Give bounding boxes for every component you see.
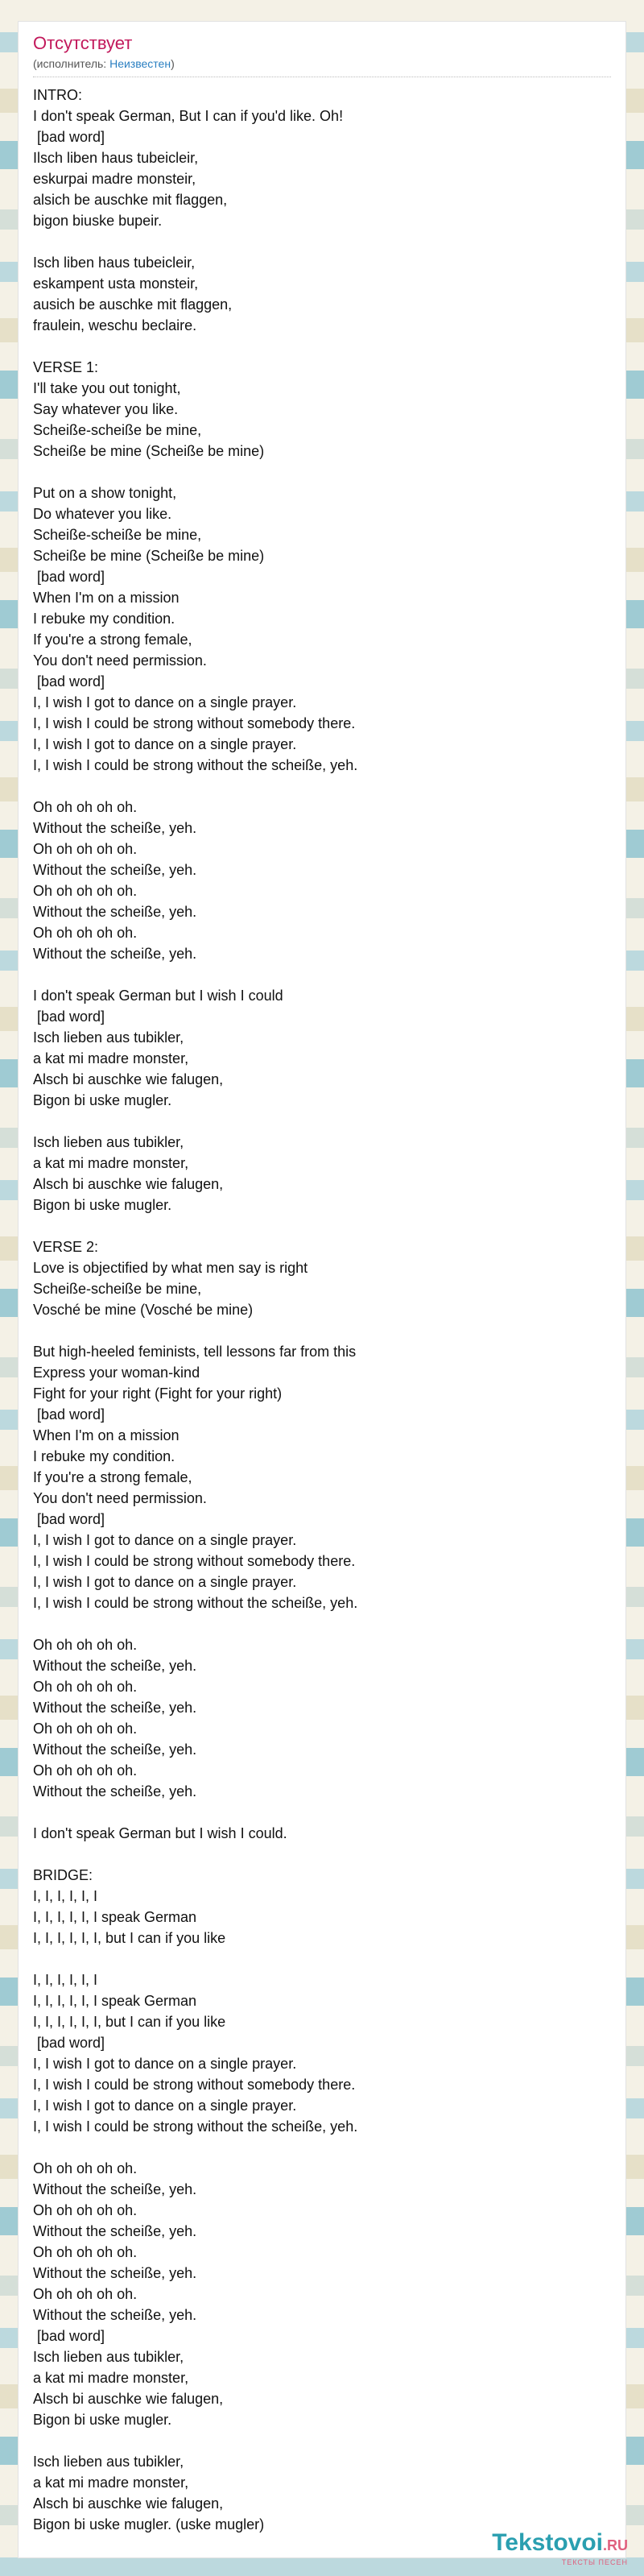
lyric-line: [bad word]: [33, 2035, 105, 2051]
lyric-line: Say whatever you like.: [33, 401, 179, 417]
lyric-line: Without the scheiße, yeh.: [33, 1741, 197, 1758]
logo-name: Tekstovoi: [492, 2529, 603, 2556]
lyric-line: Put on a show tonight,: [33, 485, 177, 501]
lyric-line: [33, 1949, 611, 1969]
lyric-line: Alsch bi auschke wie falugen,: [33, 2391, 224, 2407]
lyric-line: Without the scheiße, yeh.: [33, 1783, 197, 1799]
lyric-line: Bigon bi uske mugler. (uske mugler): [33, 2516, 265, 2533]
lyric-line: I, I, I, I, I, I: [33, 1888, 98, 1904]
site-logo[interactable]: [492, 2530, 628, 2566]
lyric-line: I, I wish I could be strong without somebody there.: [33, 715, 356, 731]
lyric-line: Oh oh oh oh oh.: [33, 1762, 138, 1779]
lyric-line: Oh oh oh oh oh.: [33, 2244, 138, 2260]
lyric-line: [bad word]: [33, 2328, 105, 2344]
lyric-line: Isch lieben aus tubikler,: [33, 1029, 184, 1046]
lyric-line: [33, 2430, 611, 2451]
lyric-line: Vosché be mine (Vosché be mine): [33, 1302, 254, 1318]
lyric-line: Ilsch liben haus tubeicleir,: [33, 150, 199, 166]
lyric-line: [33, 776, 611, 797]
lyric-line: I'll take you out tonight,: [33, 380, 181, 396]
lyric-line: alsich be auschke mit flaggen,: [33, 192, 228, 208]
lyric-line: VERSE 1:: [33, 359, 99, 375]
lyric-line: [33, 1216, 611, 1236]
lyric-line: [33, 1802, 611, 1823]
lyric-line: Isch liben haus tubeicleir,: [33, 255, 196, 271]
logo-tagline: ТЕКСТЫ ПЕСЕН: [561, 2558, 628, 2566]
lyric-line: I, I wish I got to dance on a single prayer.: [33, 1574, 297, 1590]
lyric-line: Oh oh oh oh oh.: [33, 2202, 138, 2218]
artist-link[interactable]: Неизвестен: [109, 57, 171, 70]
lyric-line: Without the scheiße, yeh.: [33, 2223, 197, 2239]
lyric-line: I, I wish I got to dance on a single prayer.: [33, 2056, 297, 2072]
lyric-line: Oh oh oh oh oh.: [33, 925, 138, 941]
lyric-line: Alsch bi auschke wie falugen,: [33, 1176, 224, 1192]
lyric-line: I rebuke my condition.: [33, 611, 175, 627]
lyric-line: Without the scheiße, yeh.: [33, 2265, 197, 2281]
lyric-line: Isch lieben aus tubikler,: [33, 2349, 184, 2365]
artist-prefix: (исполнитель:: [33, 57, 110, 70]
lyric-line: Without the scheiße, yeh.: [33, 2181, 197, 2197]
lyric-line: Fight for your right (Fight for your right): [33, 1385, 283, 1402]
lyric-line: I don't speak German but I wish I could: [33, 988, 283, 1004]
lyric-line: Love is objectified by what men say is right: [33, 1260, 308, 1276]
lyric-line: Scheiße be mine (Scheiße be mine): [33, 443, 265, 459]
lyric-line: a kat mi madre monster,: [33, 1050, 189, 1066]
lyric-line: [33, 1613, 611, 1634]
lyric-line: I, I wish I got to dance on a single prayer.: [33, 694, 297, 710]
lyric-line: I, I, I, I, I, I, but I can if you like: [33, 2014, 226, 2030]
lyric-line: Alsch bi auschke wie falugen,: [33, 2495, 224, 2512]
lyric-line: eskurpai madre monsteir,: [33, 171, 196, 187]
lyric-line: Scheiße-scheiße be mine,: [33, 422, 202, 438]
lyric-line: Oh oh oh oh oh.: [33, 799, 138, 815]
lyric-line: When I'm on a mission: [33, 590, 180, 606]
logo-wordmark: [492, 2530, 628, 2558]
lyric-line: I, I wish I got to dance on a single prayer.: [33, 736, 297, 752]
lyric-line: I, I wish I could be strong without somebody there.: [33, 1553, 356, 1569]
song-title: Отсутствует: [33, 33, 133, 53]
lyric-line: Without the scheiße, yeh.: [33, 2307, 197, 2323]
lyric-line: Oh oh oh oh oh.: [33, 1721, 138, 1737]
lyric-line: Without the scheiße, yeh.: [33, 1700, 197, 1716]
lyric-line: [33, 336, 611, 357]
lyric-line: BRIDGE:: [33, 1867, 93, 1883]
lyric-line: I don't speak German but I wish I could.: [33, 1825, 287, 1841]
lyric-line: I, I, I, I, I, I speak German: [33, 1909, 197, 1925]
lyric-line: I, I wish I could be strong without the scheiße, yeh.: [33, 757, 358, 773]
lyric-line: [bad word]: [33, 569, 105, 585]
lyric-line: I, I, I, I, I, I, but I can if you like: [33, 1930, 226, 1946]
lyric-line: Scheiße be mine (Scheiße be mine): [33, 548, 265, 564]
lyric-line: Oh oh oh oh oh.: [33, 1679, 138, 1695]
lyric-line: [bad word]: [33, 1511, 105, 1527]
lyric-line: I, I wish I could be strong without the scheiße, yeh.: [33, 2118, 358, 2135]
lyric-line: Oh oh oh oh oh.: [33, 1637, 138, 1653]
lyric-line: Express your woman-kind: [33, 1365, 200, 1381]
lyric-line: a kat mi madre monster,: [33, 2475, 189, 2491]
lyric-line: Oh oh oh oh oh.: [33, 841, 138, 857]
lyric-line: Oh oh oh oh oh.: [33, 2286, 138, 2302]
lyric-line: You don't need permission.: [33, 1490, 207, 1506]
artist-suffix: ): [171, 57, 175, 70]
lyric-line: Without the scheiße, yeh.: [33, 862, 197, 878]
lyric-line: Bigon bi uske mugler.: [33, 1092, 172, 1108]
lyric-line: Isch lieben aus tubikler,: [33, 2454, 184, 2470]
lyric-line: But high-heeled feminists, tell lessons far from this: [33, 1344, 357, 1360]
lyric-line: I, I wish I could be strong without the scheiße, yeh.: [33, 1595, 358, 1611]
lyrics-text: [33, 85, 611, 2535]
lyric-line: I rebuke my condition.: [33, 1448, 175, 1464]
lyric-line: bigon biuske bupeir.: [33, 213, 163, 229]
lyric-line: eskampent usta monsteir,: [33, 275, 199, 292]
lyric-line: [bad word]: [33, 129, 105, 145]
lyric-line: I, I, I, I, I, I speak German: [33, 1993, 197, 2009]
lyrics-card: [18, 21, 626, 2558]
lyric-line: Without the scheiße, yeh.: [33, 904, 197, 920]
lyric-line: Do whatever you like.: [33, 506, 172, 522]
lyric-line: ausich be auschke mit flaggen,: [33, 296, 233, 313]
lyric-line: [bad word]: [33, 673, 105, 690]
lyric-line: Oh oh oh oh oh.: [33, 2160, 138, 2176]
lyric-line: Alsch bi auschke wie falugen,: [33, 1071, 224, 1087]
lyric-line: You don't need permission.: [33, 652, 207, 669]
lyric-line: a kat mi madre monster,: [33, 2370, 189, 2386]
lyric-line: Oh oh oh oh oh.: [33, 883, 138, 899]
lyric-line: Scheiße-scheiße be mine,: [33, 1281, 202, 1297]
lyric-line: Bigon bi uske mugler.: [33, 2412, 172, 2428]
lyric-line: INTRO:: [33, 87, 82, 103]
lyric-line: a kat mi madre monster,: [33, 1155, 189, 1171]
lyric-line: I, I wish I got to dance on a single prayer.: [33, 1532, 297, 1548]
lyric-line: If you're a strong female,: [33, 632, 192, 648]
lyric-line: [33, 462, 611, 482]
lyric-line: [33, 1844, 611, 1865]
lyric-line: [bad word]: [33, 1008, 105, 1025]
lyric-line: VERSE 2:: [33, 1239, 99, 1255]
lyric-line: Without the scheiße, yeh.: [33, 820, 197, 836]
lyric-line: [33, 964, 611, 985]
lyric-line: I, I wish I could be strong without somebody there.: [33, 2077, 356, 2093]
lyric-line: Scheiße-scheiße be mine,: [33, 527, 202, 543]
lyric-line: fraulein, weschu beclaire.: [33, 317, 197, 333]
lyric-line: I don't speak German, But I can if you'd like. Oh!: [33, 108, 344, 124]
lyric-line: When I'm on a mission: [33, 1427, 180, 1443]
lyric-line: [33, 2137, 611, 2158]
lyric-line: [33, 1111, 611, 1132]
lyric-line: Without the scheiße, yeh.: [33, 946, 197, 962]
lyric-line: [33, 231, 611, 252]
lyric-line: If you're a strong female,: [33, 1469, 192, 1485]
lyric-line: I, I, I, I, I, I: [33, 1972, 98, 1988]
lyric-line: [33, 1320, 611, 1341]
logo-tld: .RU: [603, 2537, 628, 2553]
lyric-line: [bad word]: [33, 1406, 105, 1423]
lyric-line: I, I wish I got to dance on a single prayer.: [33, 2098, 297, 2114]
lyric-line: Bigon bi uske mugler.: [33, 1197, 172, 1213]
lyric-line: Without the scheiße, yeh.: [33, 1658, 197, 1674]
lyric-line: Isch lieben aus tubikler,: [33, 1134, 184, 1150]
artist-line: [33, 57, 175, 70]
